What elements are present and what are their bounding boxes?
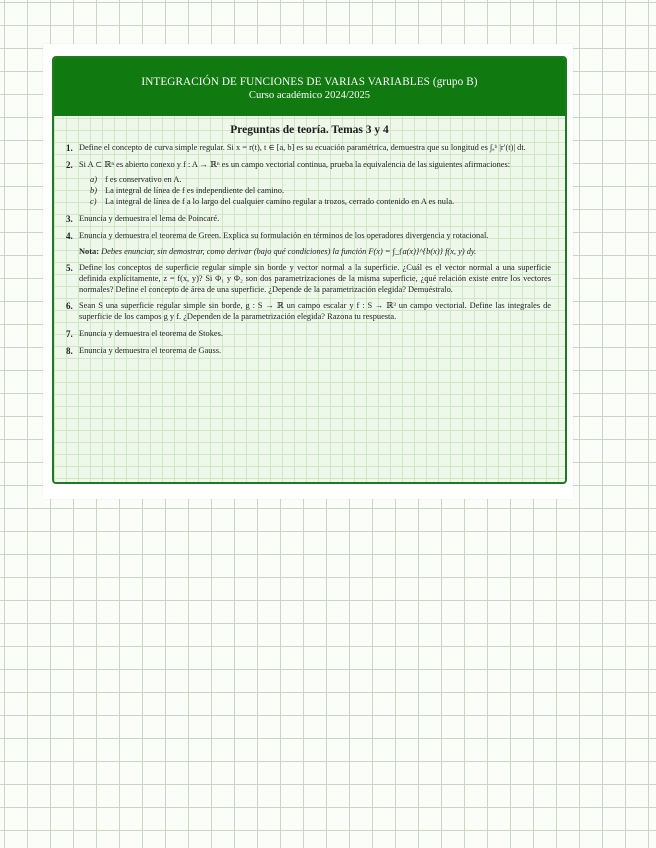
question-2 bbox=[66, 160, 551, 208]
statement-text: La integral de línea de f a lo largo del cualquier camino regular a trozos, cerrado contenido en A es nula. bbox=[105, 197, 455, 207]
question-3 bbox=[66, 214, 551, 225]
section-title: Preguntas de teoría. Temas 3 y 4 bbox=[230, 124, 389, 136]
question-number: 8. bbox=[66, 345, 73, 356]
question-text: Si A ⊂ ℝⁿ es abierto conexo y f : A → ℝⁿ es un campo vectorial continua, prueba la equivalencia de las siguientes afirmaciones: bbox=[79, 159, 511, 169]
question-6 bbox=[66, 301, 551, 322]
question-4 bbox=[66, 231, 551, 257]
question-number: 7. bbox=[66, 328, 73, 339]
question-7 bbox=[66, 329, 551, 340]
question-text: Define los conceptos de superficie regular simple sin borde y vector normal a la superficie. ¿Cuál es el vector normal a una superficie definida explícitamente, z = f(x, y)? Si Φ₁ y Φ₂ son dos parametrizaciones de la misma superficie, ¿qué relación existe entre los vectores normales? Define el concepto de área de una superficie. ¿Depende de la parametrización elegida? Demuéstralo. bbox=[79, 263, 551, 294]
question-number: 5. bbox=[66, 263, 73, 274]
exam-subtitle: Curso académico 2024/2025 bbox=[248, 90, 371, 101]
statement-c bbox=[79, 197, 551, 207]
question-text: Enuncia y demuestra el teorema de Gauss. bbox=[79, 345, 222, 355]
statement-text: f es conservativo en A. bbox=[105, 175, 182, 185]
question-number: 1. bbox=[66, 143, 73, 153]
question-text: Enuncia y demuestra el lema de Poincaré. bbox=[79, 214, 220, 224]
statement-label: b) bbox=[90, 186, 97, 196]
question-5 bbox=[66, 263, 551, 295]
note bbox=[79, 247, 551, 258]
statement-a bbox=[79, 175, 551, 185]
question-number: 2. bbox=[66, 159, 73, 170]
question-number: 3. bbox=[66, 214, 73, 225]
question-text: Sean S una superficie regular simple sin borde, g : S → ℝ un campo escalar y f : S → ℝ³ un campo vectorial. Define las integrales de superficie de los campos g y f. ¿Dependen de la parametrización elegida? Razona tu respuesta. bbox=[79, 301, 551, 321]
exam-header bbox=[54, 58, 565, 116]
statement-list bbox=[79, 175, 551, 207]
question-1 bbox=[66, 143, 551, 154]
statement-label: c) bbox=[90, 197, 97, 207]
exam-title: INTEGRACIÓN DE FUNCIONES DE VARIAS VARIABLES (grupo B) bbox=[141, 76, 478, 88]
question-number: 4. bbox=[66, 231, 73, 242]
question-number: 6. bbox=[66, 301, 73, 312]
question-8 bbox=[66, 346, 551, 357]
note-label: Nota: bbox=[79, 246, 100, 256]
question-text: Define el concepto de curva simple regular. Si x = r(t), t ∈ [a, b] es su ecuación paramétrica, demuestra que su longitud es ∫ₐᵇ |r′(t)| dt. bbox=[79, 143, 526, 152]
exam-box bbox=[52, 56, 567, 484]
question-list bbox=[54, 143, 565, 356]
statement-label: a) bbox=[90, 175, 97, 185]
question-text: Enuncia y demuestra el teorema de Green. Explica su formulación en términos de los operadores divergencia y rotacional. bbox=[79, 231, 489, 241]
statement-b bbox=[79, 186, 551, 196]
question-text: Enuncia y demuestra el teorema de Stokes. bbox=[79, 328, 223, 338]
note-text: Debes enunciar, sin demostrar, como derivar (bajo qué condiciones) la función F(x) = ∫_{a(x)}^{b(x)} f(x, y) dy. bbox=[101, 246, 477, 256]
statement-text: La integral de línea de f es independiente del camino. bbox=[105, 186, 285, 196]
